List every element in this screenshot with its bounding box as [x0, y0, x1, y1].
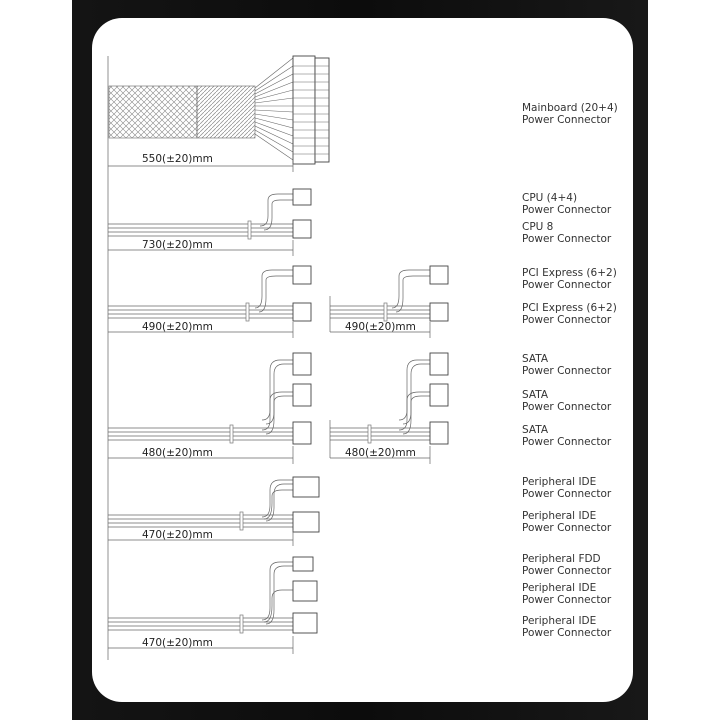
dimension-mainboard	[108, 150, 293, 172]
cpu-cable	[108, 189, 311, 239]
pcie-cable-1	[108, 266, 311, 321]
dimension-pcie-1	[108, 321, 293, 338]
label-pcie-1: PCI Express (6+2) Power Connector	[522, 267, 617, 291]
label-mainboard: Mainboard (20+4) Power Connector	[522, 102, 618, 126]
dimension-cpu	[108, 239, 293, 256]
ide-cable-1	[108, 477, 319, 532]
dimension-label: 480(±20)mm	[345, 447, 416, 459]
mainboard-cable	[109, 56, 329, 164]
sata-cable-1	[108, 353, 311, 444]
label-sata-2: SATA Power Connector	[522, 389, 612, 413]
dimension-sata-2	[330, 446, 430, 464]
dimension-sata-1	[108, 446, 293, 464]
dimension-label: 470(±20)mm	[142, 637, 213, 649]
label-ide-4: Peripheral IDE Power Connector	[522, 615, 612, 639]
dimension-label: 490(±20)mm	[142, 321, 213, 333]
label-sata-1: SATA Power Connector	[522, 353, 612, 377]
dimension-label: 730(±20)mm	[142, 239, 213, 251]
dimension-label: 480(±20)mm	[142, 447, 213, 459]
label-fdd: Peripheral FDD Power Connector	[522, 553, 612, 577]
label-sata-3: SATA Power Connector	[522, 424, 612, 448]
dimension-ide-1	[108, 529, 293, 546]
ide-cable-2	[108, 557, 317, 633]
label-ide-1: Peripheral IDE Power Connector	[522, 476, 612, 500]
sata-cable-2	[330, 353, 448, 458]
dimension-label: 550(±20)mm	[142, 153, 213, 165]
dimension-label: 470(±20)mm	[142, 529, 213, 541]
label-ide-2: Peripheral IDE Power Connector	[522, 510, 612, 534]
dimension-pcie-2	[330, 321, 430, 338]
dimension-label: 490(±20)mm	[345, 321, 416, 333]
label-pcie-2: PCI Express (6+2) Power Connector	[522, 302, 617, 326]
label-cpu-8: CPU 8 Power Connector	[522, 221, 612, 245]
label-cpu-4-4: CPU (4+4) Power Connector	[522, 192, 612, 216]
label-ide-3: Peripheral IDE Power Connector	[522, 582, 612, 606]
dimension-ide-2	[108, 636, 293, 654]
